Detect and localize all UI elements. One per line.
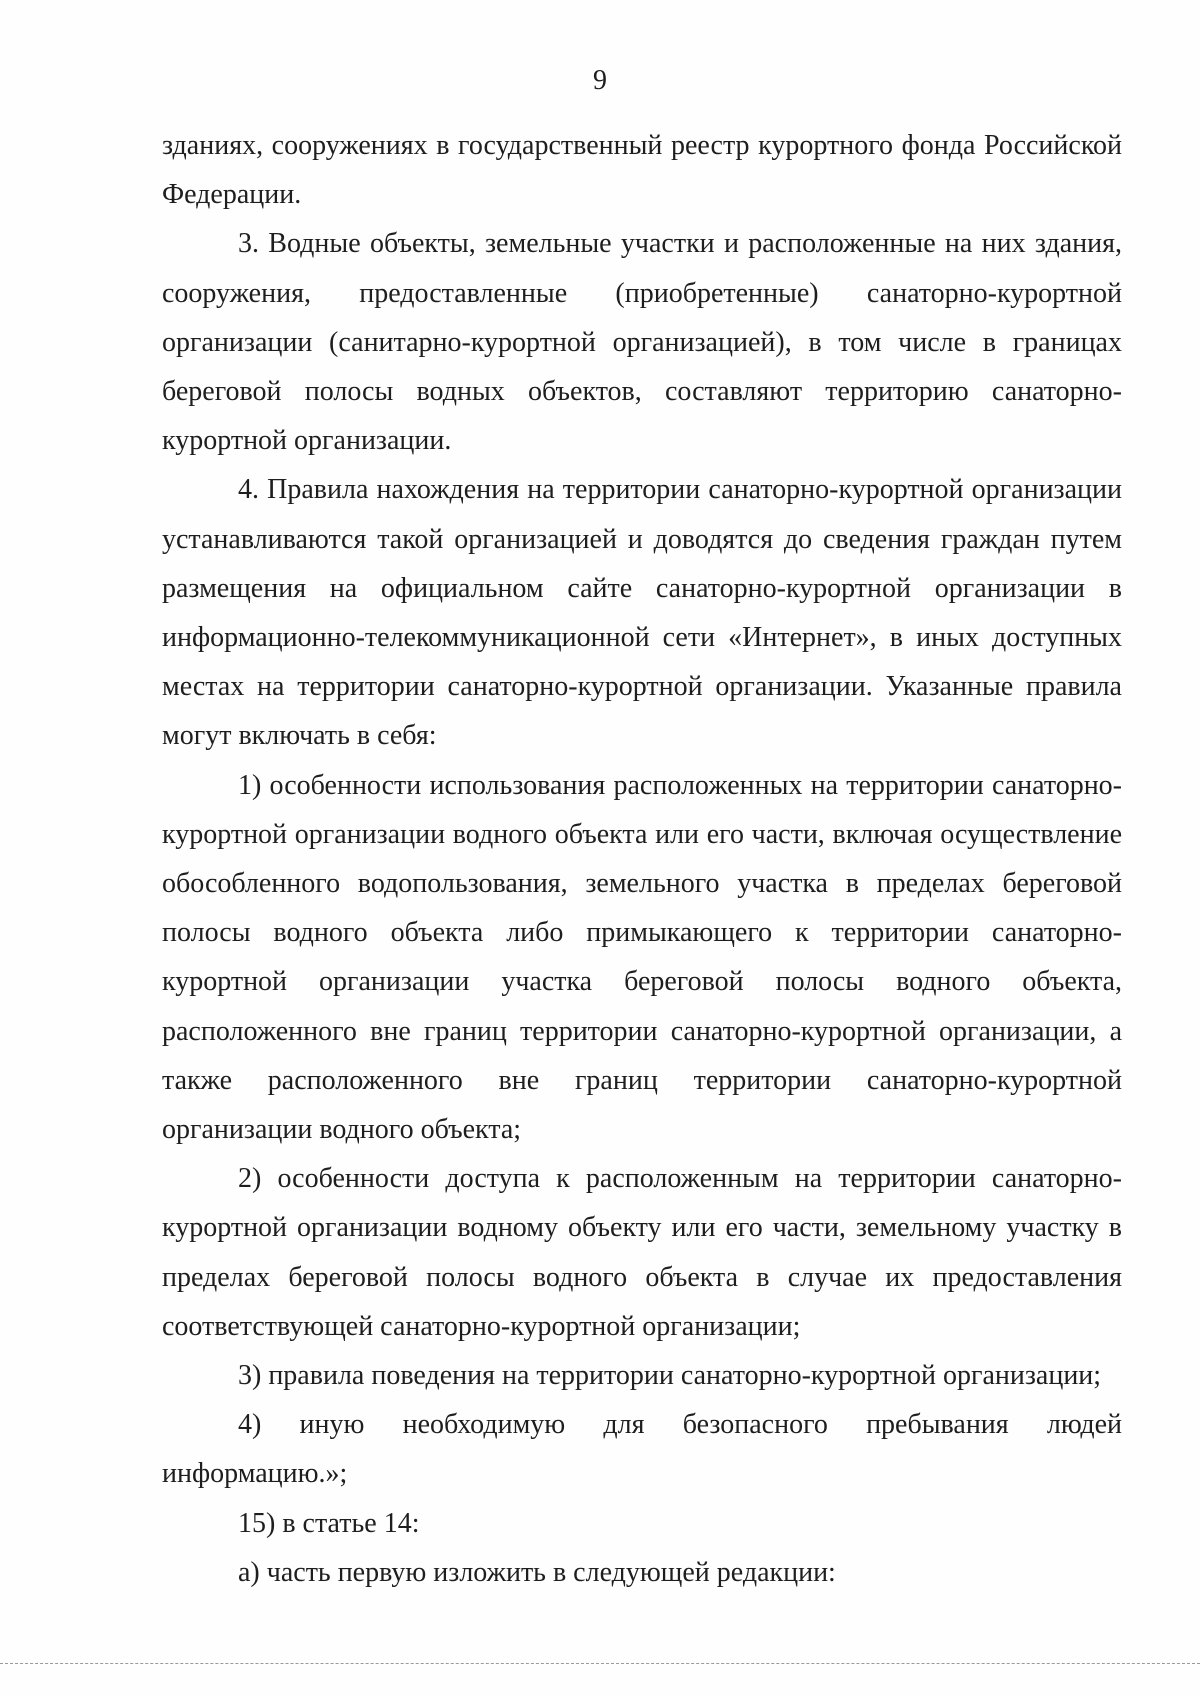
paragraph-continuation: зданиях, сооружениях в государственный реестр курортного фонда Российской Федерации. <box>162 130 1122 211</box>
list-item-2: 2) особенности доступа к расположенным на территории санаторно-курортной организации водному объекту или его части, земельному участку в пределах береговой полосы водного объекта в случае их предоставления соответствующей санаторно-курортной организации; <box>162 1163 1122 1342</box>
list-item-1: 1) особенности использования расположенных на территории санаторно-курортной организации водного объекта или его части, включая осуществление обособленного водопользования, земельного участка в пределах береговой полосы водного объекта либо примыкающего к территории санаторно-курортной организации участка береговой полосы водного объекта, расположенного вне границ территории санаторно-курортной организации, а также расположенного вне границ территории санаторно-курортной организации водного объекта; <box>162 769 1122 1146</box>
list-item-3: 3) правила поведения на территории санаторно-курортной организации; <box>238 1360 1102 1392</box>
list-item-4: 4) иную необходимую для безопасного пребывания людей информацию.»; <box>162 1409 1122 1490</box>
amendment-item-15: 15) в статье 14: <box>238 1507 420 1539</box>
paragraph-item-4: 4. Правила нахождения на территории санаторно-курортной организации устанавливаются такой организацией и доводятся до сведения граждан путем размещения на официальном сайте санаторно-курортной организации в информационно-телекоммуникационной сети «Интернет», в иных доступных местах на территории санаторно-курортной организации. Указанные правила могут включать в себя: <box>162 474 1122 752</box>
paragraph-item-3: 3. Водные объекты, земельные участки и расположенные на них здания, сооружения, предоставленные (приобретенные) санаторно-курортной организации (санитарно-курортной организацией), в том числе в границах береговой полосы водных объектов, составляют территорию санаторно-курортной организации. <box>162 228 1122 457</box>
page-number: 9 <box>593 65 607 96</box>
scan-edge-line <box>0 1663 1200 1664</box>
document-body <box>162 121 1122 1597</box>
amendment-subitem-a: а) часть первую изложить в следующей редакции: <box>238 1556 836 1588</box>
